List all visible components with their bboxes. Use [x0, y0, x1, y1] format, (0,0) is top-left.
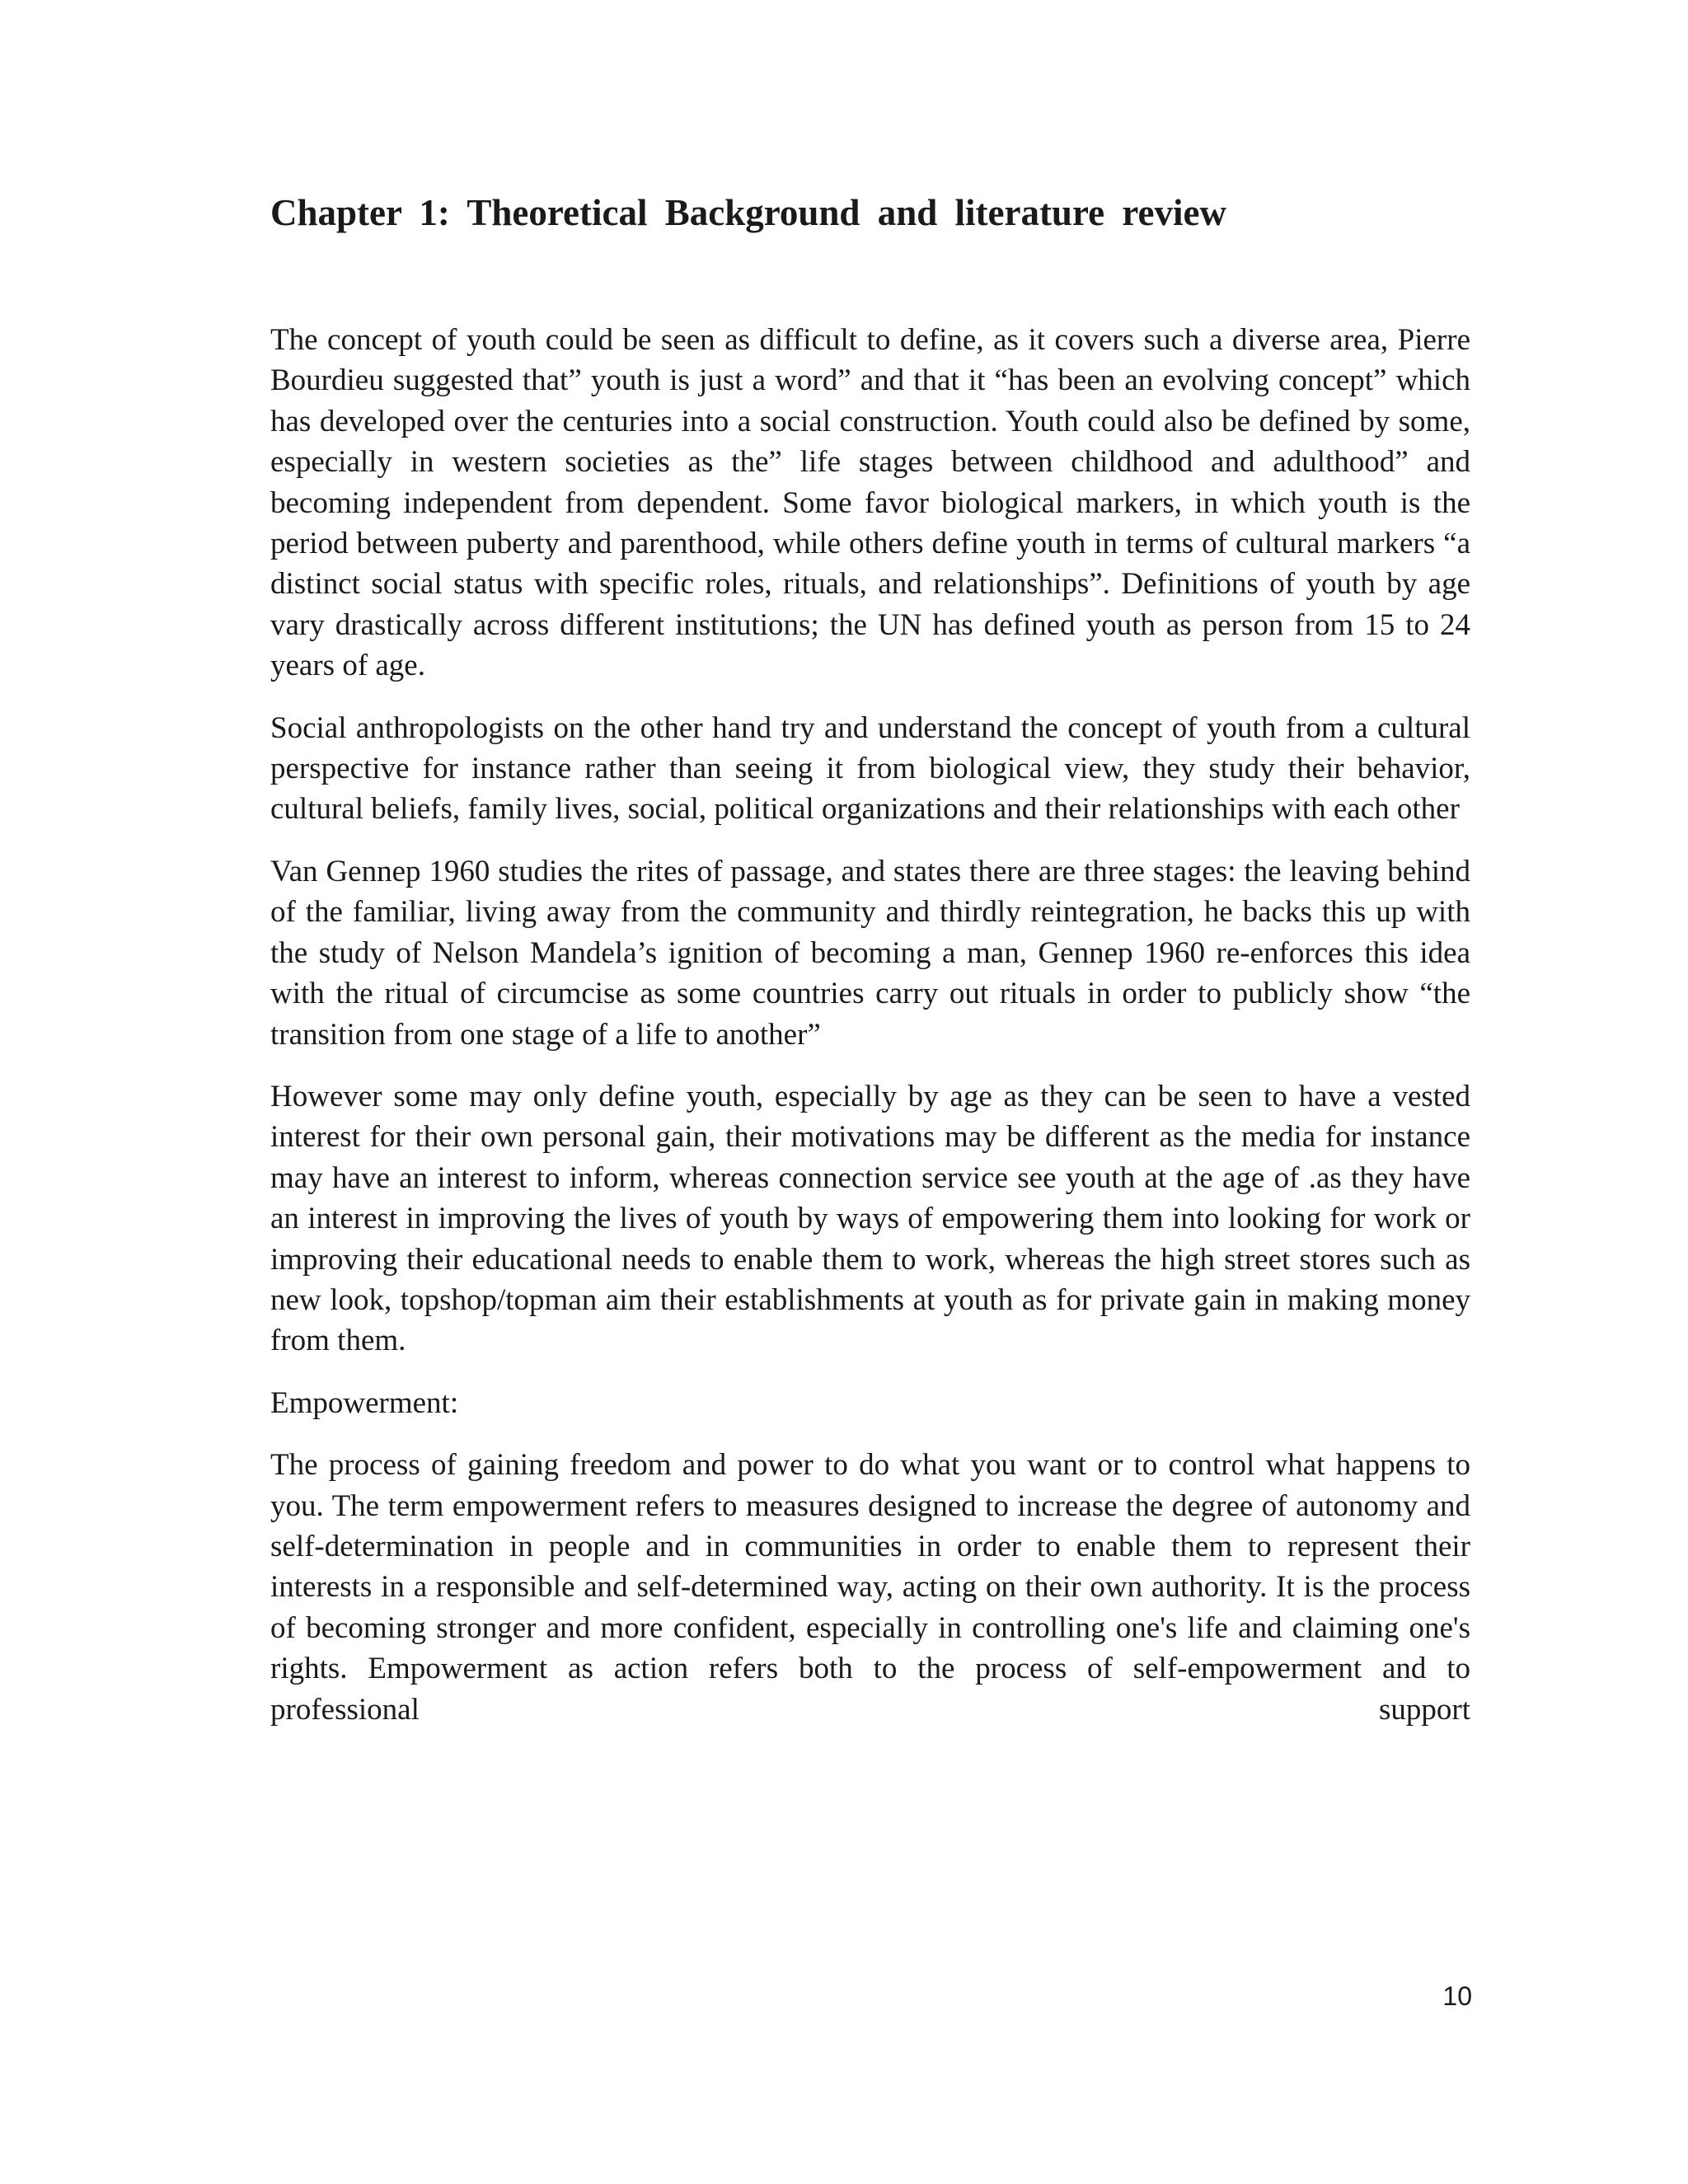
paragraph-van-gennep: Van Gennep 1960 studies the rites of passage, and states there are three stages: the leaving behind of the familiar, living away from the community and thirdly reintegration, he backs this up with the study of Nelson Mandela’s ignition of becoming a man, Gennep 1960 re-enforces this idea with the ritual of circumcise as some countries carry out rituals in order to publicly show “the transition from one stage of a life to another”: [270, 854, 1470, 1052]
empowerment-heading: Empowerment:: [270, 1385, 459, 1420]
body-text: [270, 320, 1470, 1751]
paragraph-empowerment-definition: The process of gaining freedom and power to do what you want or to control what happens to you. The term empowerment refers to measures designed to increase the degree of autonomy and self-determination in people and in communities in order to enable them to represent their interests in a responsible and self-determined way, acting on their own authority. It is the process of becoming stronger and more confident, especially in controlling one's life and claiming one's rights. Empowerment as action refers both to the process of self-empowerment and to professional support: [270, 1448, 1470, 1727]
paragraph-youth-definition: The concept of youth could be seen as difficult to define, as it covers such a diverse area, Pierre Bourdieu suggested that” youth is just a word” and that it “has been an evolving concept” which has developed over the centuries into a social construction. Youth could also be defined by some, especially in western societies as the” life stages between childhood and adulthood” and becoming independent from dependent. Some favor biological markers, in which youth is the period between puberty and parenthood, while others define youth in terms of cultural markers “a distinct social status with specific roles, rituals, and relationships”. Definitions of youth by age vary drastically across different institutions; the UN has defined youth as person from 15 to 24 years of age.: [270, 323, 1470, 683]
chapter-title: Chapter 1: Theoretical Background and literature review: [270, 192, 1226, 233]
paragraph-vested-interest: However some may only define youth, especially by age as they can be seen to have a vested interest for their own personal gain, their motivations may be different as the media for instance may have an interest to inform, whereas connection service see youth at the age of .as they have an interest in improving the lives of youth by ways of empowering them into looking for work or improving their educational needs to enable them to work, whereas the high street stores such as new look, topshop/topman aim their establishments at youth as for private gain in making money from them.: [270, 1079, 1470, 1358]
page-number: 10: [1442, 1981, 1472, 2011]
paragraph-social-anthropologists: Social anthropologists on the other hand try and understand the concept of youth from a cultural perspective for instance rather than seeing it from biological view, they study their behavior, cultural beliefs, family lives, social, political organizations and their relationships with each other: [270, 710, 1470, 827]
